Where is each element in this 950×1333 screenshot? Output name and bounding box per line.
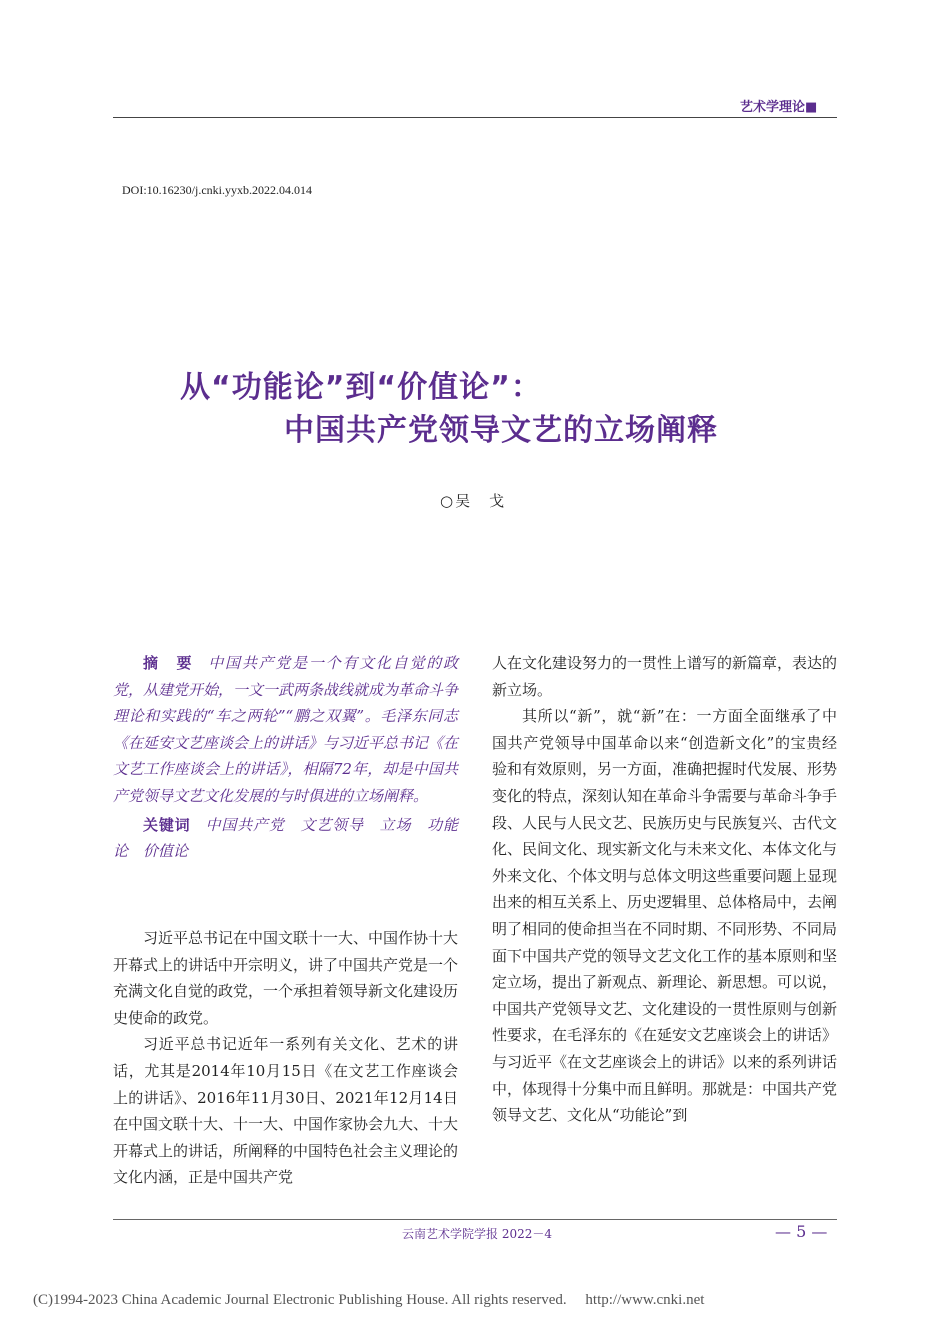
footer-journal-issue: 云南艺术学院学报 2022－4	[402, 1227, 552, 1241]
body-column-left	[113, 925, 458, 1191]
abstract-label: 摘 要	[143, 654, 194, 672]
abstract-text: 中国共产党是一个有文化自觉的政党，从建党开始，一文一武两条战线就成为革命斗争理论和实践的“车之两轮”“鹏之双翼”。毛泽东同志《在延安文艺座谈会上的讲话》与习近平总书记《在文艺工作座谈会上的讲话》，相隔72年，却是中国共产党领导文艺文化发展的与时俱进的立场阐释。	[113, 654, 459, 805]
keywords-text: 中国共产党 文艺领导 立场 功能论 价值论	[113, 815, 458, 861]
header-divider	[113, 117, 837, 118]
body-column-right	[492, 650, 837, 1129]
journal-section-label: 艺术学理论■	[740, 100, 818, 115]
body-paragraph: 其所以“新”，就“新”在：一方面全面继承了中国共产党领导中国革命以来“创造新文化”的宝贵经验和有效原则，另一方面，准确把握时代发展、形势变化的特点，深刻认知在革命斗争需要与革命斗争手段、人民与人民文艺、民族历史与民族复兴、古代文化、民间文化、现实新文化与未来文化、本体文化与外来文化、个体文明与总体文明这些重要问题上显现出来的相互关系上、历史逻辑里、总体格局中，去阐明了相同的使命担当在不同时期、不同形势、不同局面下中国共产党的领导文艺文化工作的基本原则和坚定立场，提出了新观点、新理论、新思想。可以说，中国共产党领导文艺、文化建设的一贯性原则与创新性要求，在毛泽东的《在延安文艺座谈会上的讲话》与习近平《在文艺座谈会上的讲话》以来的系列讲话中，体现得十分集中而且鲜明。那就是：中国共产党领导文艺、文化从“功能论”到	[492, 707, 838, 1125]
body-paragraph: 习近平总书记近年一系列有关文化、艺术的讲话，尤其是2014年10月15日《在文艺工作座谈会上的讲话》、2016年11月30日、2021年12月14日在中国文联十大、十一大、中国作家协会九大、十大开幕式上的讲话，所阐释的中国特色社会主义理论的文化内涵，正是中国共产党	[113, 1035, 459, 1187]
body-paragraph: 习近平总书记在中国文联十一大、中国作协十大开幕式上的讲话中开宗明义，讲了中国共产党是一个充满文化自觉的政党，一个承担着领导新文化建设历史使命的政党。	[113, 929, 459, 1027]
keywords-label: 关键词	[143, 815, 191, 834]
keywords-block	[113, 812, 458, 865]
copyright-notice: (C)1994-2023 China Academic Journal Electronic Publishing House. All rights reserved. http://www.cnki.net	[33, 1292, 705, 1308]
article-title-line-2: 中国共产党领导文艺的立场阐释	[284, 413, 718, 448]
author-name: ○吴 戈	[440, 492, 507, 510]
page-number: — 5 —	[775, 1222, 828, 1241]
doi-identifier: DOI:10.16230/j.cnki.yyxb.2022.04.014	[122, 183, 312, 197]
footer-divider	[113, 1219, 837, 1220]
body-paragraph: 人在文化建设努力的一贯性上谱写的新篇章，表达的新立场。	[492, 654, 838, 699]
article-title-line-1: 从“功能论”到“价值论”：	[180, 370, 542, 405]
abstract-column	[113, 650, 458, 865]
abstract-block	[113, 650, 458, 810]
